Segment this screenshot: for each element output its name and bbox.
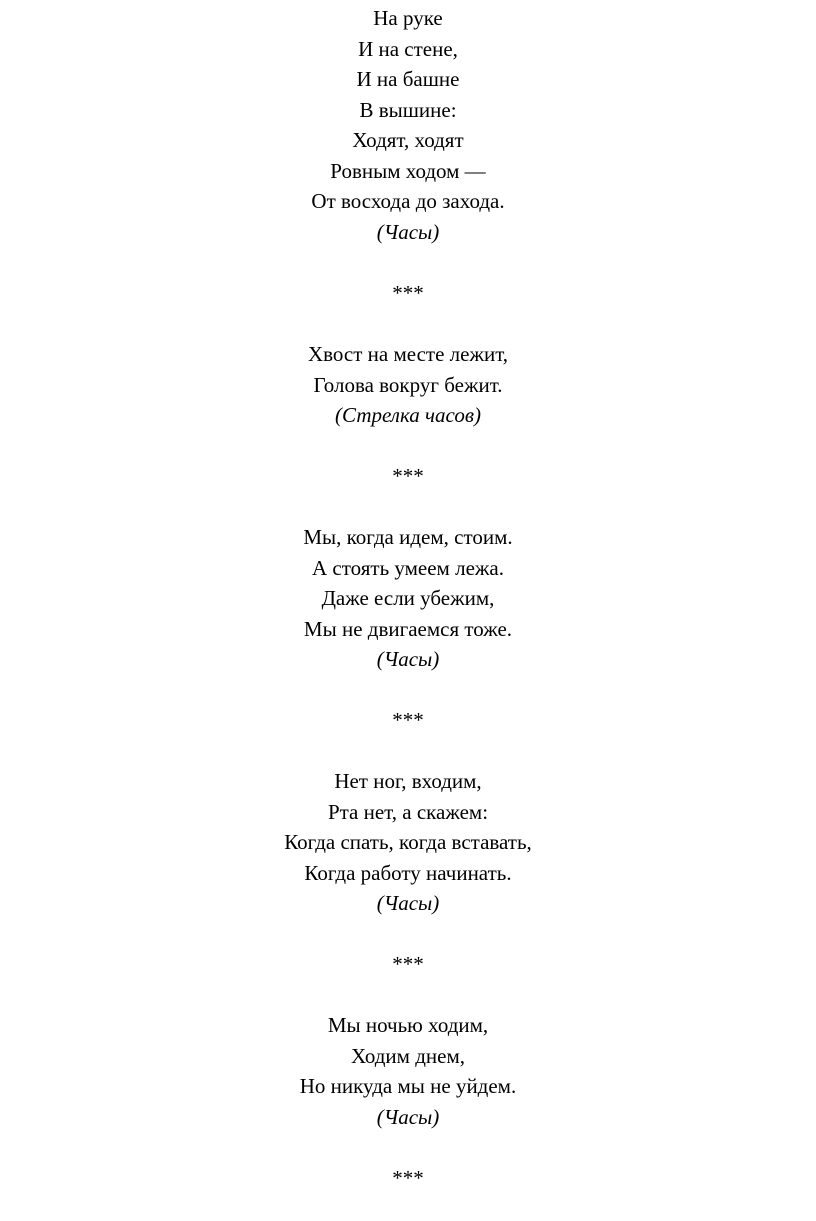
riddle-1 [0, 3, 816, 308]
riddle-answer: (Часы) [376, 891, 440, 915]
riddle-line: Мы не двигаемся тоже. [303, 616, 513, 641]
riddle-line: Но никуда мы не уйдем. [299, 1074, 517, 1098]
riddle-line: А стоять умеем лежа. [312, 555, 504, 580]
riddle-answer: (Стрелка часов) [335, 403, 481, 427]
riddle-line: И на башне [356, 67, 460, 91]
riddle-line: В вышине: [359, 97, 457, 122]
riddle-line: Голова вокруг бежит. [313, 372, 503, 397]
riddle-line: И на стене, [358, 36, 458, 61]
riddle-line: Когда работу начинать. [304, 860, 512, 885]
riddle-4 [0, 766, 816, 980]
riddle-line: Ровным ходом — [330, 158, 486, 183]
riddle-line: На руке [373, 6, 443, 30]
riddle-line: Рта нет, а скажем: [327, 799, 489, 824]
separator: *** [392, 280, 424, 305]
riddle-line: Мы, когда идем, стоим. [303, 525, 513, 549]
riddle-line: Ходят, ходят [352, 128, 464, 152]
riddle-line: Даже если убежим, [321, 586, 495, 610]
riddle-answer: (Часы) [376, 647, 440, 671]
riddle-2 [0, 339, 816, 492]
separator: *** [392, 464, 424, 488]
riddle-answer: (Часы) [376, 219, 440, 244]
separator: *** [392, 952, 424, 976]
riddle-line: Ходим днем, [351, 1043, 465, 1068]
riddle-3 [0, 522, 816, 736]
riddle-line: Хвост на месте лежит, [307, 342, 509, 366]
riddle-line: От восхода до захода. [311, 189, 505, 213]
separator: *** [392, 708, 424, 732]
riddle-line: Когда спать, когда вставать, [284, 830, 532, 854]
riddle-5 [0, 1010, 816, 1193]
separator: *** [392, 1165, 424, 1190]
riddle-answer: (Часы) [376, 1104, 440, 1129]
riddle-line: Нет ног, входим, [334, 769, 482, 793]
riddle-line: Мы ночью ходим, [327, 1013, 489, 1037]
